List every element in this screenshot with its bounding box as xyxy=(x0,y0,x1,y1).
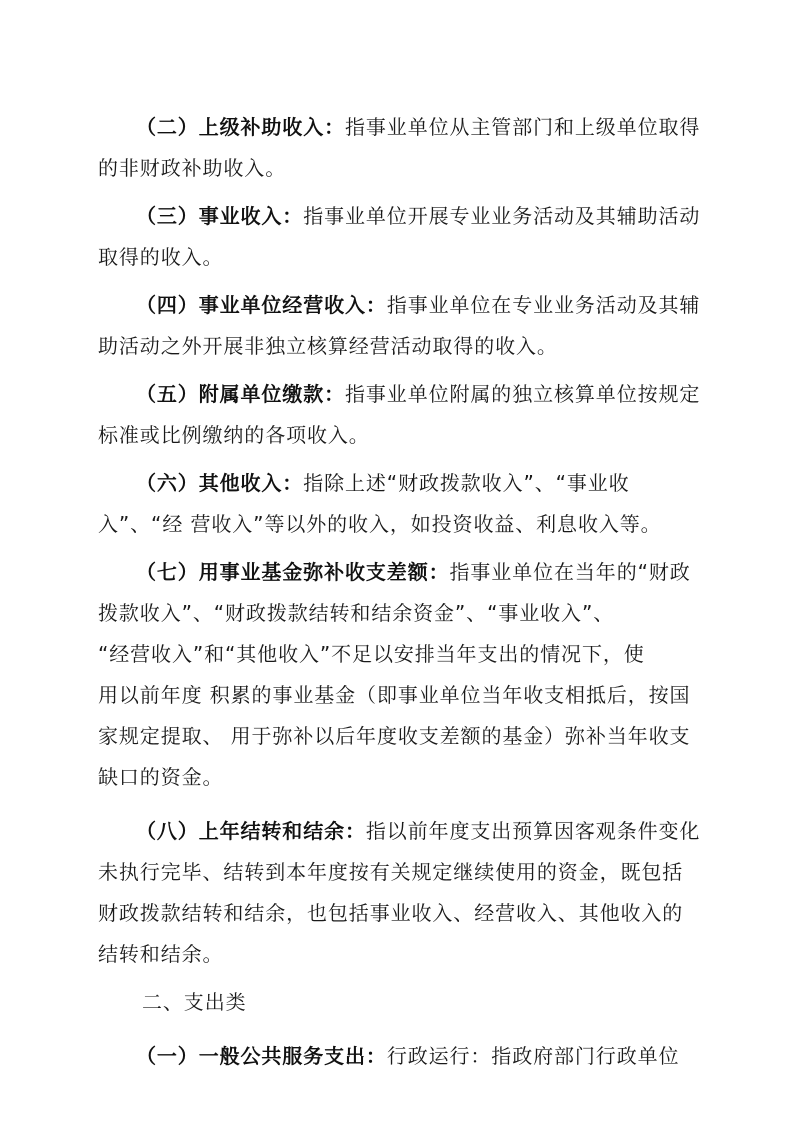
line-text: 缺口的资金。 xyxy=(98,765,224,789)
text-line xyxy=(98,510,793,538)
text-line xyxy=(98,681,793,709)
text-line xyxy=(136,469,793,497)
line-text: 指事业单位在专业业务活动及其辅 xyxy=(386,293,701,317)
line-text: 未执行完毕、结转到本年度按有关规定继续使用的资金，既包括 xyxy=(98,860,684,884)
line-text: 助活动之外开展非独立核算经营活动取得的收入。 xyxy=(98,334,558,358)
line-text: 二、支出类 xyxy=(142,990,247,1014)
term-heading: （二）上级补助收入： xyxy=(136,115,345,139)
line-text: 指除上述“财政拨款收入”、“事业收 xyxy=(303,471,630,495)
term-heading: （七）用事业基金弥补收支差额： xyxy=(136,560,450,584)
text-line xyxy=(98,421,793,449)
term-heading: （四）事业单位经营收入： xyxy=(136,293,387,317)
line-text: 标准或比例缴纳的各项收入。 xyxy=(98,423,370,447)
text-line xyxy=(98,599,793,627)
text-line xyxy=(136,380,793,408)
text-line xyxy=(98,332,793,360)
line-text: 入”、“经 营收入”等以外的收入，如投资收益、利息收入等。 xyxy=(98,512,662,536)
term-heading: （三）事业收入： xyxy=(136,204,304,228)
line-text: 指事业单位在当年的“财政 xyxy=(449,560,691,584)
text-line xyxy=(98,899,793,927)
text-line xyxy=(136,1042,793,1070)
text-line xyxy=(98,640,793,668)
line-text: “经营收入”和“其他收入”不足以安排当年支出的情况下，使 xyxy=(98,642,645,666)
line-text: 指以前年度支出预算因客观条件变化 xyxy=(365,819,701,843)
text-line xyxy=(98,858,793,886)
line-text: 指事业单位从主管部门和上级单位取得 xyxy=(345,115,701,139)
term-heading: （一）一般公共服务支出： xyxy=(136,1044,387,1068)
line-text: 取得的收入。 xyxy=(98,245,224,269)
line-text: 财政拨款结转和结余，也包括事业收入、经营收入、其他收入的 xyxy=(98,901,684,925)
section-title xyxy=(142,988,793,1016)
text-line xyxy=(136,558,793,586)
line-text: 用以前年度 积累的事业基金（即事业单位当年收支相抵后，按国 xyxy=(98,683,691,707)
line-text: 拨款收入”、“财政拨款结转和结余资金”、“事业收入”、 xyxy=(98,601,615,625)
line-text: 的非财政补助收入。 xyxy=(98,156,287,180)
text-line xyxy=(136,817,793,845)
text-line xyxy=(98,940,793,968)
text-line xyxy=(98,763,793,791)
text-line xyxy=(98,722,793,750)
text-line xyxy=(98,154,793,182)
text-line xyxy=(136,202,793,230)
text-line xyxy=(136,113,793,141)
term-heading: （八）上年结转和结余： xyxy=(136,819,366,843)
line-text: 家规定提取、 用于弥补以后年度收支差额的基金）弥补当年收支 xyxy=(98,724,691,748)
text-line xyxy=(98,243,793,271)
term-heading: （五）附属单位缴款： xyxy=(136,382,345,406)
line-text: 结转和结余。 xyxy=(98,942,224,966)
line-text: 指事业单位开展专业业务活动及其辅助活动 xyxy=(303,204,701,228)
text-line xyxy=(136,291,793,319)
line-text: 行政运行：指政府部门行政单位 xyxy=(386,1044,680,1068)
line-text: 指事业单位附属的独立核算单位按规定 xyxy=(345,382,701,406)
term-heading: （六）其他收入： xyxy=(136,471,304,495)
